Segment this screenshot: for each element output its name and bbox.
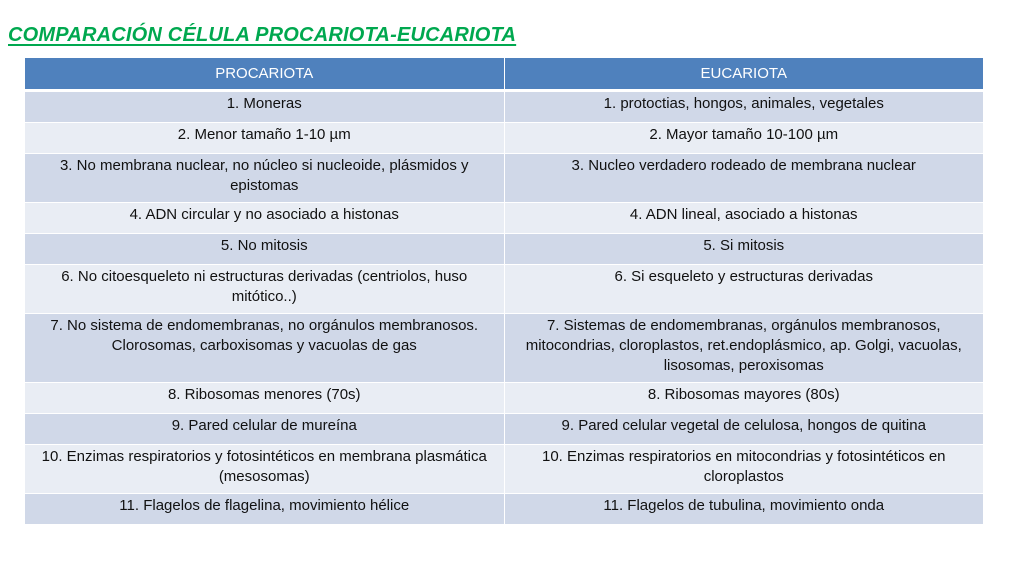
cell-procariota: 9. Pared celular de mureína bbox=[25, 414, 504, 445]
table-row bbox=[25, 123, 983, 154]
cell-eucariota: 8. Ribosomas mayores (80s) bbox=[504, 383, 983, 414]
cell-procariota: 2. Menor tamaño 1-10 µm bbox=[25, 123, 504, 154]
header-procariota: PROCARIOTA bbox=[25, 58, 504, 91]
cell-procariota: 11. Flagelos de flagelina, movimiento hélice bbox=[25, 494, 504, 525]
cell-procariota: 1. Moneras bbox=[25, 91, 504, 123]
table-row bbox=[25, 314, 983, 383]
cell-procariota: 6. No citoesqueleto ni estructuras derivadas (centriolos, huso mitótico..) bbox=[25, 265, 504, 314]
cell-eucariota: 2. Mayor tamaño 10-100 µm bbox=[504, 123, 983, 154]
cell-procariota: 7. No sistema de endomembranas, no orgánulos membranosos. Clorosomas, carboxisomas y vacuolas de gas bbox=[25, 314, 504, 383]
cell-eucariota: 6. Si esqueleto y estructuras derivadas bbox=[504, 265, 983, 314]
page-title: COMPARACIÓN CÉLULA PROCARIOTA-EUCARIOTA bbox=[8, 24, 517, 46]
cell-eucariota: 5. Si mitosis bbox=[504, 234, 983, 265]
cell-eucariota: 9. Pared celular vegetal de celulosa, hongos de quitina bbox=[504, 414, 983, 445]
cell-procariota: 10. Enzimas respiratorios y fotosintéticos en membrana plasmática (mesosomas) bbox=[25, 445, 504, 494]
header-eucariota: EUCARIOTA bbox=[504, 58, 983, 91]
comparison-table bbox=[25, 58, 983, 525]
cell-eucariota: 3. Nucleo verdadero rodeado de membrana nuclear bbox=[504, 154, 983, 203]
cell-eucariota: 1. protoctias, hongos, animales, vegetales bbox=[504, 91, 983, 123]
table-row bbox=[25, 494, 983, 525]
table-row bbox=[25, 265, 983, 314]
cell-procariota: 3. No membrana nuclear, no núcleo si nucleoide, plásmidos y epistomas bbox=[25, 154, 504, 203]
cell-eucariota: 10. Enzimas respiratorios en mitocondrias y fotosintéticos en cloroplastos bbox=[504, 445, 983, 494]
table-row bbox=[25, 414, 983, 445]
cell-eucariota: 7. Sistemas de endomembranas, orgánulos membranosos, mitocondrias, cloroplastos, ret.endoplásmico, ap. Golgi, vacuolas, lisosomas, peroxisomas bbox=[504, 314, 983, 383]
table-header-row bbox=[25, 58, 983, 91]
table-row bbox=[25, 154, 983, 203]
table-row bbox=[25, 445, 983, 494]
table-row bbox=[25, 91, 983, 123]
table-row bbox=[25, 203, 983, 234]
cell-eucariota: 11. Flagelos de tubulina, movimiento onda bbox=[504, 494, 983, 525]
cell-procariota: 4. ADN circular y no asociado a histonas bbox=[25, 203, 504, 234]
cell-procariota: 8. Ribosomas menores (70s) bbox=[25, 383, 504, 414]
table-row bbox=[25, 234, 983, 265]
table-row bbox=[25, 383, 983, 414]
cell-procariota: 5. No mitosis bbox=[25, 234, 504, 265]
cell-eucariota: 4. ADN lineal, asociado a histonas bbox=[504, 203, 983, 234]
